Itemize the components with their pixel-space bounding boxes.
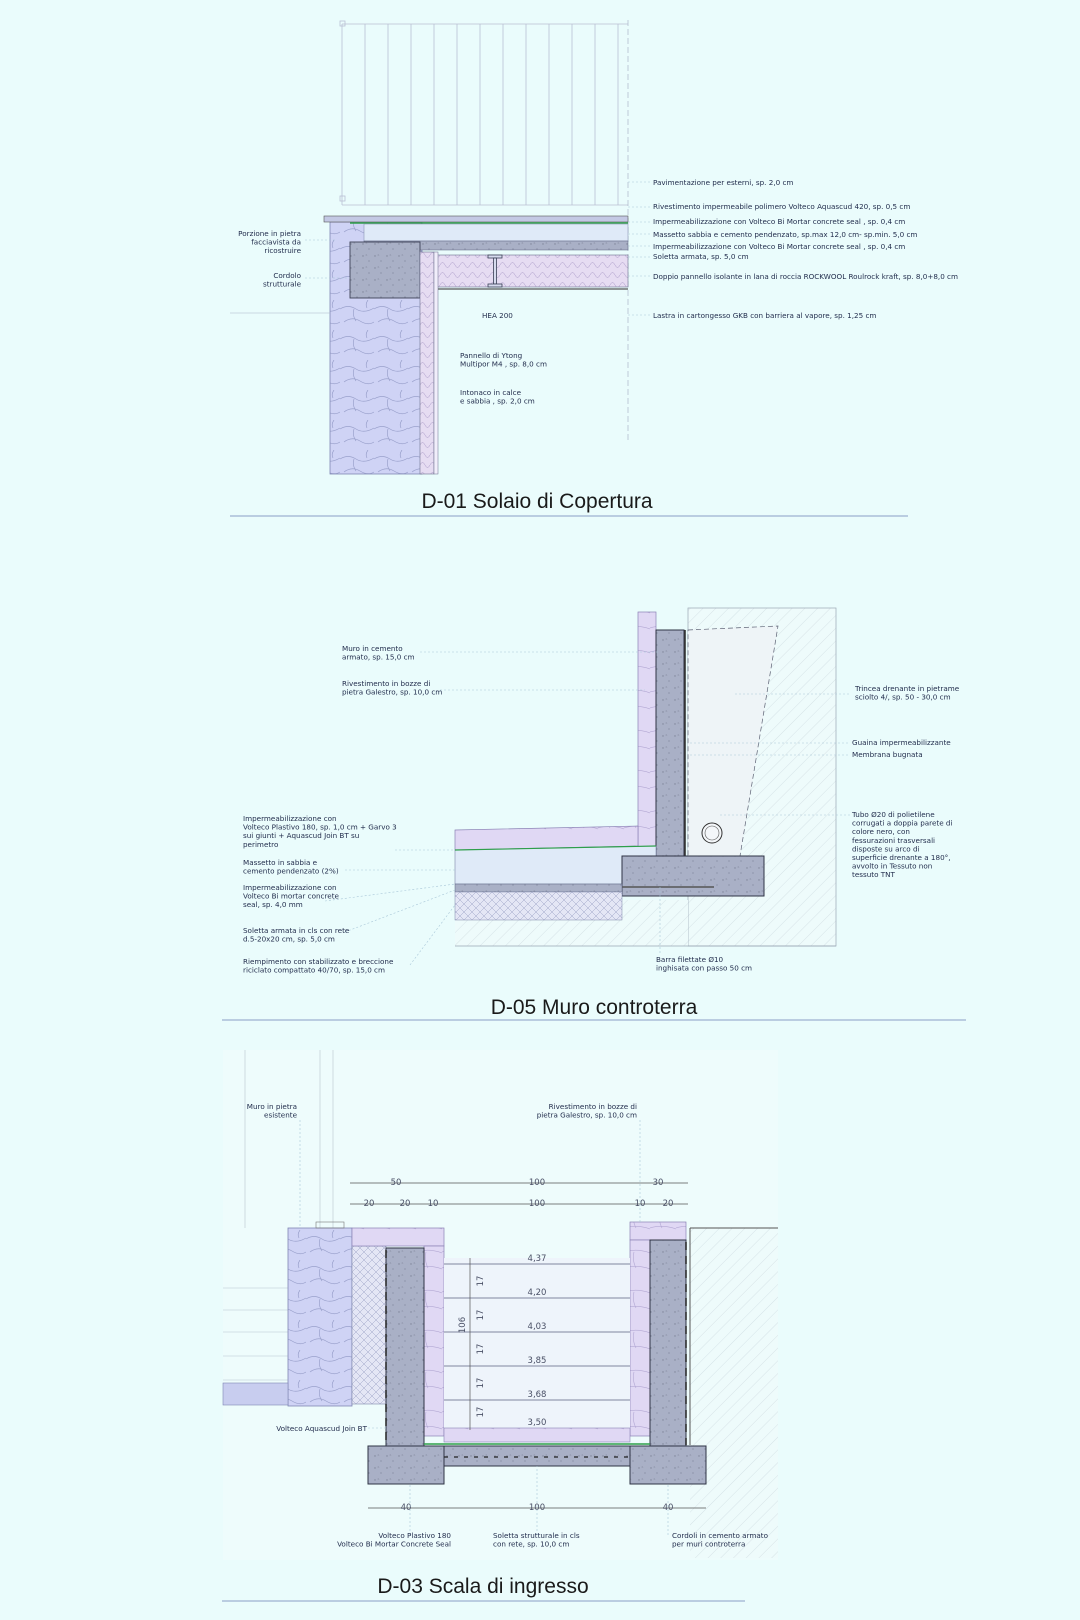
railing [340,21,628,205]
concrete-wall [656,630,684,856]
riser-2: 17 [476,1343,486,1355]
d03-note-0: Muro in pietra esistente [246,1102,297,1120]
d01-note-left-0: Porzione in pietra facciavista da ricostruire [238,229,301,256]
d01-note-right-7: Lastra in cartongesso GKB con barriera al vapore, sp. 1,25 cm [653,311,877,320]
stone-cladding-right [630,1222,686,1240]
dim-top-0: 50 [390,1178,402,1188]
level-0: 4,37 [527,1254,547,1264]
d03-note-4: Soletta strutturale in cls con rete, sp. 10,0 cm [493,1531,580,1549]
stone-cladding-wall [638,612,656,850]
dim-row2-5: 20 [662,1199,674,1209]
d03-note-1: Rivestimento in bozze di pietra Galestro, sp. 10,0 cm [536,1102,637,1120]
d01-note-right-6: Doppio pannello isolante in lana di roccia ROCKWOOL Roulrock kraft, sp. 8,0+8,0 cm [653,272,959,281]
concrete-wall-left [386,1248,424,1446]
dim-bottom-2: 40 [662,1503,674,1513]
d01-title: D-01 Solaio di Copertura [421,490,653,513]
dim-top-2: 30 [652,1178,664,1188]
d05-note-right-0: Trincea drenante in pietrame sciolto 4/, sp. 50 - 30,0 cm [855,684,960,702]
riser-4: 17 [476,1406,486,1418]
gravel-fill-d03 [352,1246,386,1404]
structural-slab [444,1446,630,1466]
dim-row2-1: 20 [399,1199,411,1209]
d03-note-3: Volteco Plastivo 180 Volteco Bi Mortar Concrete Seal [337,1531,451,1549]
detail-d01 [230,20,958,516]
stair-flight [444,1258,630,1436]
footing-right [630,1446,706,1484]
d05-note-left-3: Massetto in sabbia e cemento pendenzato (2%) [243,858,339,876]
gravel-fill [455,892,622,920]
d01-note-right-3: Massetto sabbia e cemento pendenzato, sp.max 12,0 cm- sp.min. 5,0 cm [653,230,918,239]
level-2: 4,03 [527,1322,547,1332]
detail-d05 [222,608,966,1020]
level-3: 3,85 [527,1356,547,1366]
d05-note-left-1: Rivestimento in bozze di pietra Galestro, sp. 10,0 cm [342,679,443,697]
ytong-panel [420,252,434,474]
dim-row2-4: 10 [634,1199,646,1209]
d05-note-right-3: Tubo Ø20 di polietilene corrugati a doppia parete di colore nero, con fessurazioni trasversali disposte su arco di superficie drenante a 180°, avvolto in Tessuto non tessuto TNT [852,810,953,880]
screed-layer [364,224,628,241]
riser-0: 17 [476,1275,486,1287]
dim-top-1: 100 [528,1178,546,1188]
slab-d05 [455,884,622,892]
dim-bottom-1: 100 [528,1503,546,1513]
existing-stone-wall [288,1228,352,1406]
total-height: 106 [458,1316,468,1334]
riser-1: 17 [476,1309,486,1321]
d01-note-right-4: Impermeabilizzazione con Volteco Bi Mortar concrete seal , sp. 0,4 cm [653,242,906,251]
d05-note-right-2: Membrana bugnata [852,750,923,759]
d03-note-5: Cordoli in cemento armato per muri controterra [672,1531,769,1549]
dim-row2-3: 100 [528,1199,546,1209]
stone-cladding-left [352,1228,444,1246]
stair-bottom-cladding [444,1428,630,1442]
level-1: 4,20 [527,1288,547,1298]
soil-right [690,1228,778,1558]
stone-cladding-left-inner [424,1246,444,1436]
d05-note-left-0: Muro in cemento armato, sp. 15,0 cm [342,644,415,662]
dim-bottom-0: 40 [400,1503,412,1513]
level-5: 3,50 [527,1418,547,1428]
d01-note-left-1: Cordolo strutturale [262,271,301,289]
stone-cladding-right-inner [630,1240,650,1436]
plaster-layer [434,252,438,474]
level-4: 3,68 [527,1390,547,1400]
footing-left [368,1446,444,1484]
d05-note-left-6: Riempimento con stabilizzato e breccione riciclato compattato 40/70, sp. 15,0 cm [243,957,394,975]
dim-row2-2: 10 [427,1199,439,1209]
d05-note-left-2: Impermeabilizzazione con Volteco Plastivo 180, sp. 1,0 cm + Garvo 3 sui giunti + Aquascud Join BT su perimetro [243,814,397,849]
d01-note-inner-0: HEA 200 [482,311,513,320]
insulation-roof [435,255,628,287]
d03-note-2: Volteco Aquascud Join BT [276,1424,367,1433]
d01-note-right-0: Pavimentazione per esterni, sp. 2,0 cm [653,178,794,187]
d05-note-left-4: Impermeabilizzazione con Volteco Bi mortar concrete seal, sp. 4,0 mm [243,883,339,910]
d01-note-inner-2: Intonaco in calce e sabbia , sp. 2,0 cm [460,388,535,406]
riser-3: 17 [476,1377,486,1389]
d05-title: D-05 Muro controterra [490,996,698,1019]
d05-note-right-4: Barra filettate Ø10 inghisata con passo 50 cm [656,955,753,973]
ring-beam [350,242,420,298]
d01-note-right-5: Soletta armata, sp. 5,0 cm [653,252,749,261]
d01-note-right-1: Rivestimento impermeabile polimero Volteco Aquascud 420, sp. 0,5 cm [653,202,911,211]
exterior-paving [324,216,628,222]
concrete-wall-right [650,1240,686,1446]
footing [622,856,764,896]
dim-row2-0: 20 [363,1199,375,1209]
d05-note-right-1: Guaina impermeabilizzante [852,738,951,747]
d05-note-left-5: Soletta armata in cls con rete d.5-20x20 cm, sp. 5,0 cm [243,926,350,944]
d03-title: D-03 Scala di ingresso [377,1575,589,1598]
detail-d03 [222,1050,778,1601]
d01-note-inner-1: Pannello di Ytong Multipor M4 , sp. 8,0 cm [460,351,547,369]
d01-note-right-2: Impermeabilizzazione con Volteco Bi Mortar concrete seal , sp. 0,4 cm [653,217,906,226]
